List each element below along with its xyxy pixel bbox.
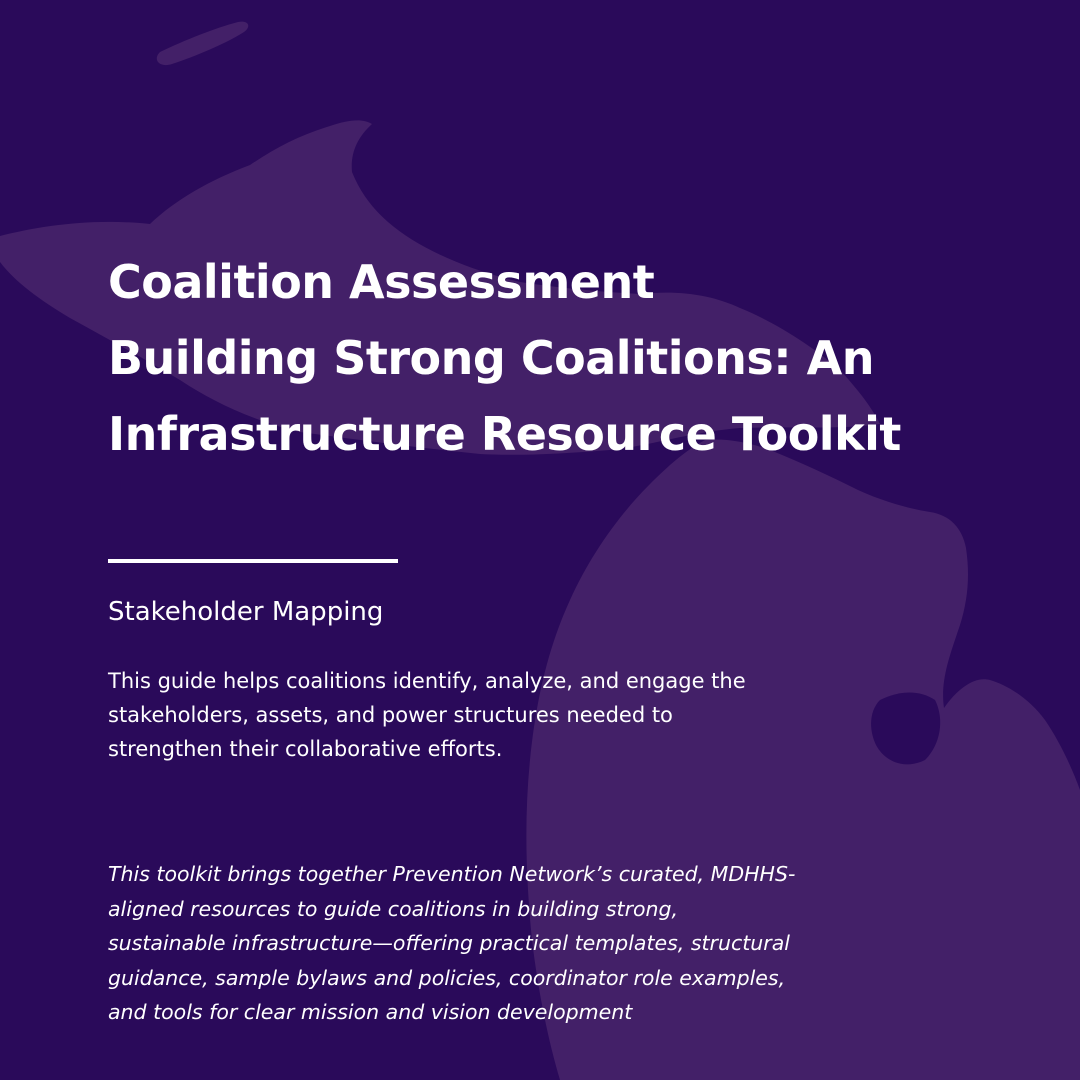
summary-line-5: and tools for clear mission and vision development [108, 1000, 633, 1024]
summary-line-2: aligned resources to guide coalitions in building strong, [108, 896, 679, 921]
isle-royale-shape [157, 22, 248, 65]
description-line-3: strengthen their collaborative efforts. [108, 737, 503, 761]
title-line-2: Building Strong Coalitions: An [108, 331, 875, 385]
toolkit-summary [108, 857, 1008, 1030]
section-subtitle: Stakeholder Mapping [108, 597, 384, 627]
summary-line-1: This toolkit brings together Prevention Network’s curated, MDHHS- [108, 862, 796, 886]
title-divider [108, 559, 398, 563]
title-line-1: Coalition Assessment [108, 255, 655, 309]
description-line-1: This guide helps coalitions identify, analyze, and engage the [108, 669, 746, 693]
title-line-3: Infrastructure Resource Toolkit [108, 407, 901, 461]
description-line-2: stakeholders, assets, and power structures needed to [108, 703, 673, 727]
summary-line-3: sustainable infrastructure—offering practical templates, structural [108, 931, 790, 955]
description-paragraph [108, 664, 908, 766]
page-title [108, 244, 1008, 472]
summary-line-4: guidance, sample bylaws and policies, coordinator role examples, [108, 965, 786, 990]
